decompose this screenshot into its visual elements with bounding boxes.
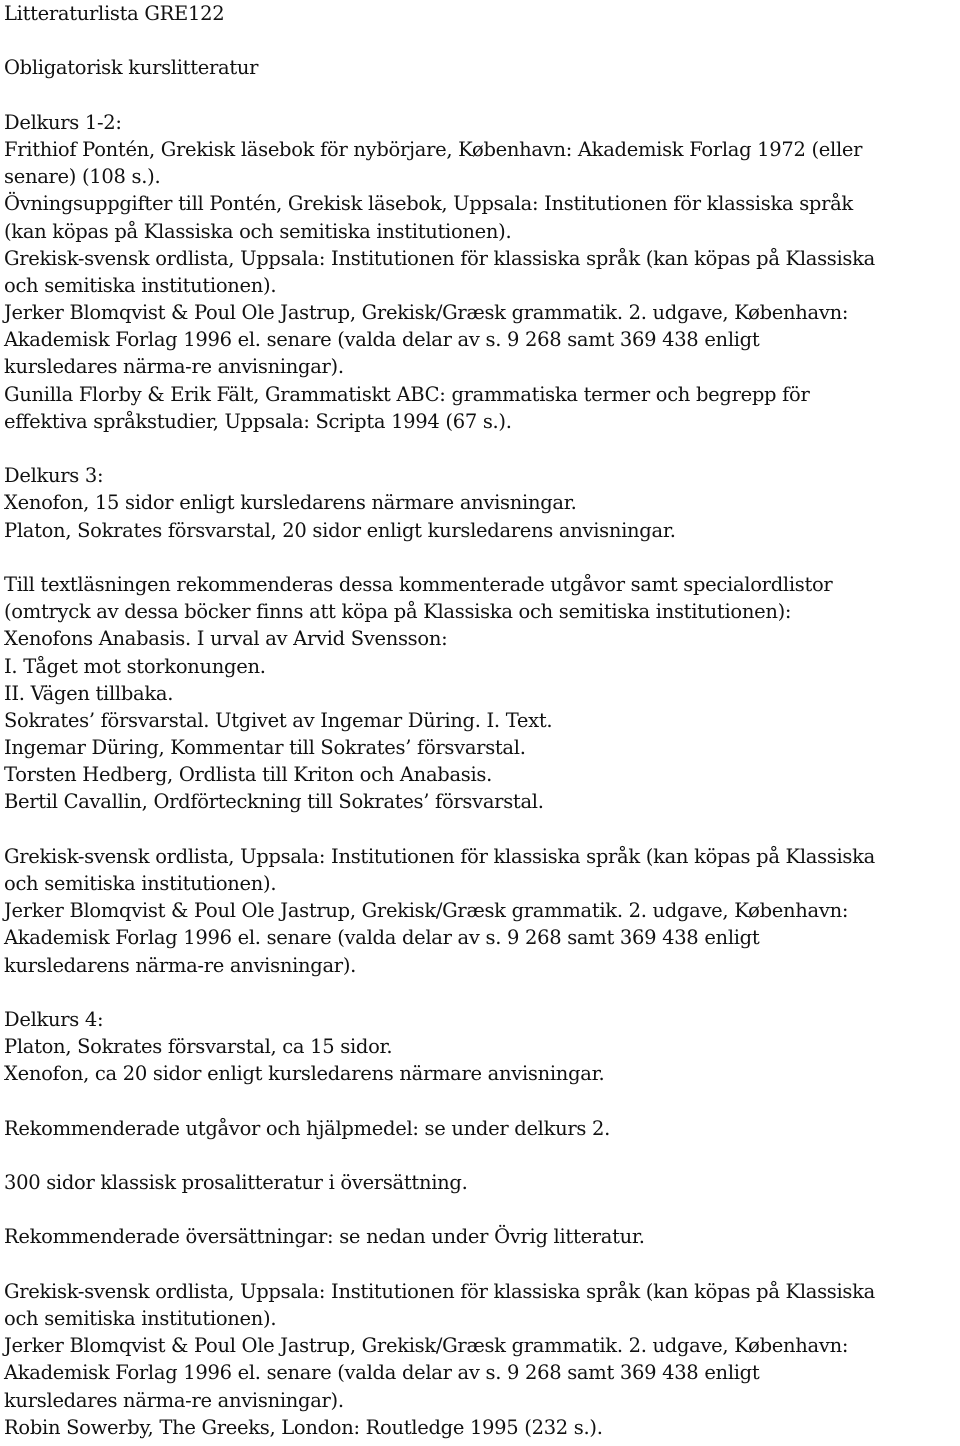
text-line: Övningsuppgifter till Pontén, Grekisk läsebok, Uppsala: Institutionen för klassiska språk bbox=[4, 192, 853, 216]
text-line: Platon, Sokrates försvarstal, ca 15 sidor. bbox=[4, 1035, 393, 1059]
section-block bbox=[4, 1223, 960, 1250]
section-block bbox=[4, 1115, 960, 1142]
text-line: Xenofons Anabasis. I urval av Arvid Svensson: bbox=[4, 627, 448, 651]
text-line: kursledares närma-re anvisningar). bbox=[4, 355, 344, 379]
text-line: Jerker Blomqvist & Poul Ole Jastrup, Grekisk/Græsk grammatik. 2. udgave, København: bbox=[4, 899, 849, 923]
document-title: Litteraturlista GRE122 bbox=[4, 2, 225, 25]
text-line: Till textläsningen rekommenderas dessa kommenterade utgåvor samt specialordlistor bbox=[4, 572, 833, 596]
text-line: och semitiska institutionen). bbox=[4, 872, 277, 895]
section-heading: Delkurs 4: bbox=[4, 1007, 104, 1031]
text-line: Akademisk Forlag 1996 el. senare (valda delar av s. 9 268 samt 369 438 enligt bbox=[4, 328, 760, 352]
section-block bbox=[4, 1278, 960, 1441]
text-line: och semitiska institutionen). bbox=[4, 1307, 277, 1330]
text-line: Bertil Cavallin, Ordförteckning till Sokrates’ försvarstal. bbox=[4, 790, 544, 814]
section-block bbox=[4, 571, 960, 816]
text-line: Frithiof Pontén, Grekisk läsebok för nybörjare, København: Akademisk Forlag 1972 (eller bbox=[4, 137, 863, 161]
section-block bbox=[4, 1169, 960, 1196]
text-line: Robin Sowerby, The Greeks, London: Routledge 1995 (232 s.). bbox=[4, 1415, 603, 1439]
text-line: effektiva språkstudier, Uppsala: Scripta 1994 (67 s.). bbox=[4, 409, 512, 433]
sections-container bbox=[4, 109, 960, 1441]
text-line: (omtryck av dessa böcker finns att köpa på Klassiska och semitiska institutionen): bbox=[4, 600, 792, 624]
text-line: Torsten Hedberg, Ordlista till Kriton och Anabasis. bbox=[4, 763, 493, 787]
section-block bbox=[4, 1006, 960, 1088]
text-line: II. Vägen tillbaka. bbox=[4, 681, 174, 705]
text-line: Jerker Blomqvist & Poul Ole Jastrup, Grekisk/Græsk grammatik. 2. udgave, København: bbox=[4, 1334, 849, 1358]
text-line: Rekommenderade utgåvor och hjälpmedel: se under delkurs 2. bbox=[4, 1116, 611, 1140]
text-line: Sokrates’ försvarstal. Utgivet av Ingemar Düring. I. Text. bbox=[4, 708, 553, 732]
text-line: Grekisk-svensk ordlista, Uppsala: Institutionen för klassiska språk (kan köpas på Klassiska bbox=[4, 844, 875, 868]
text-line: Rekommenderade översättningar: se nedan under Övrig litteratur. bbox=[4, 1225, 645, 1249]
document-subtitle: Obligatorisk kurslitteratur bbox=[4, 56, 259, 80]
text-line: Akademisk Forlag 1996 el. senare (valda delar av s. 9 268 samt 369 438 enligt bbox=[4, 1361, 760, 1385]
text-line: Grekisk-svensk ordlista, Uppsala: Institutionen för klassiska språk (kan köpas på Klassiska bbox=[4, 246, 875, 270]
text-line: I. Tåget mot storkonungen. bbox=[4, 654, 266, 678]
section-block bbox=[4, 462, 960, 544]
text-line: (kan köpas på Klassiska och semitiska institutionen). bbox=[4, 219, 512, 243]
text-line: och semitiska institutionen). bbox=[4, 273, 277, 297]
section-block bbox=[4, 109, 960, 435]
section-block bbox=[4, 843, 960, 979]
text-line: Ingemar Düring, Kommentar till Sokrates’ försvarstal. bbox=[4, 736, 526, 760]
text-line: senare) (108 s.). bbox=[4, 165, 161, 189]
section-heading: Delkurs 1-2: bbox=[4, 110, 122, 134]
text-line: Xenofon, ca 20 sidor enligt kursledarens närmare anvisningar. bbox=[4, 1062, 605, 1086]
text-line: Gunilla Florby & Erik Fält, Grammatiskt ABC: grammatiska termer och begrepp för bbox=[4, 382, 810, 406]
text-line: kursledares närma-re anvisningar). bbox=[4, 1388, 344, 1412]
text-line: Xenofon, 15 sidor enligt kursledarens närmare anvisningar. bbox=[4, 491, 577, 515]
text-line: Akademisk Forlag 1996 el. senare (valda delar av s. 9 268 samt 369 438 enligt bbox=[4, 926, 760, 950]
text-line: Platon, Sokrates försvarstal, 20 sidor enligt kursledarens anvisningar. bbox=[4, 518, 676, 542]
text-line: 300 sidor klassisk prosalitteratur i översättning. bbox=[4, 1171, 468, 1195]
text-line: kursledarens närma-re anvisningar). bbox=[4, 953, 357, 977]
text-line: Jerker Blomqvist & Poul Ole Jastrup, Grekisk/Græsk grammatik. 2. udgave, København: bbox=[4, 301, 849, 325]
section-heading: Delkurs 3: bbox=[4, 464, 104, 488]
text-line: Grekisk-svensk ordlista, Uppsala: Institutionen för klassiska språk (kan köpas på Klassiska bbox=[4, 1279, 875, 1303]
